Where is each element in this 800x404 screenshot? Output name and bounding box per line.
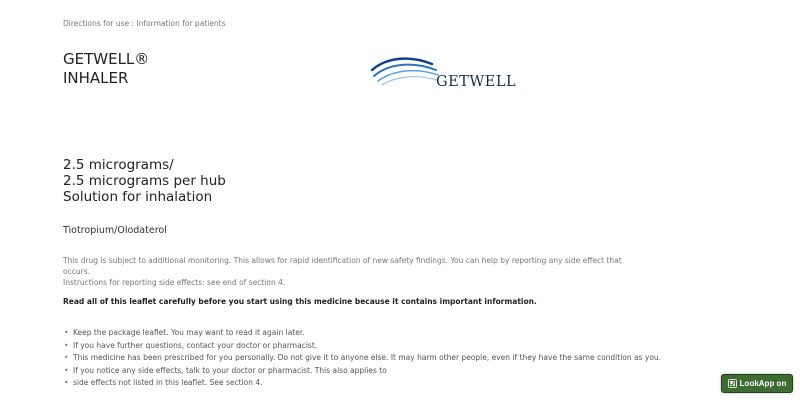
list-item: • If you have further questions, contact your doctor or pharmacist. [63, 340, 661, 353]
dosage-block [63, 157, 226, 205]
list-item: • Keep the package leaflet. You may want to read it again later. [63, 327, 661, 340]
product-title [63, 50, 149, 88]
dosage-line1: 2.5 micrograms/ [63, 157, 174, 173]
dosage-line2: 2.5 micrograms per hub [63, 173, 226, 189]
monitoring-line2: Instructions for reporting side effects: see end of section 4. [63, 278, 286, 287]
lookapp-label: LookApp on [739, 379, 787, 388]
product-name-line1: GETWELL® [63, 50, 150, 68]
getwell-logo [370, 54, 530, 94]
list-item: • side effects not listed in this leaflet. See section 4. [63, 377, 661, 390]
list-item: • If you notice any side effects, talk to your doctor or pharmacist. This also applies to [63, 365, 661, 378]
monitoring-line1: This drug is subject to additional monitoring. This allows for rapid identification of new safety findings. You can help by reporting any side effect that occurs. [63, 256, 622, 276]
read-warning: Read all of this leaflet carefully before you start using this medicine because it contains important information. [63, 297, 537, 306]
list-item: • This medicine has been prescribed for you personally. Do not give it to anyone else. It may harm other people, even if they have the same condition as you. [63, 352, 661, 365]
active-substance: Tiotropium/Olodaterol [63, 225, 167, 236]
lookapp-button[interactable] [721, 374, 793, 393]
logo-wordmark: GETWELL [436, 74, 517, 90]
monitoring-notice [63, 255, 623, 288]
advice-list [63, 327, 661, 390]
product-name-line2: INHALER [63, 69, 129, 87]
breadcrumb: Directions for use : Information for patients [63, 19, 226, 28]
lookapp-icon [728, 379, 737, 388]
dosage-form: Solution for inhalation [63, 189, 213, 205]
